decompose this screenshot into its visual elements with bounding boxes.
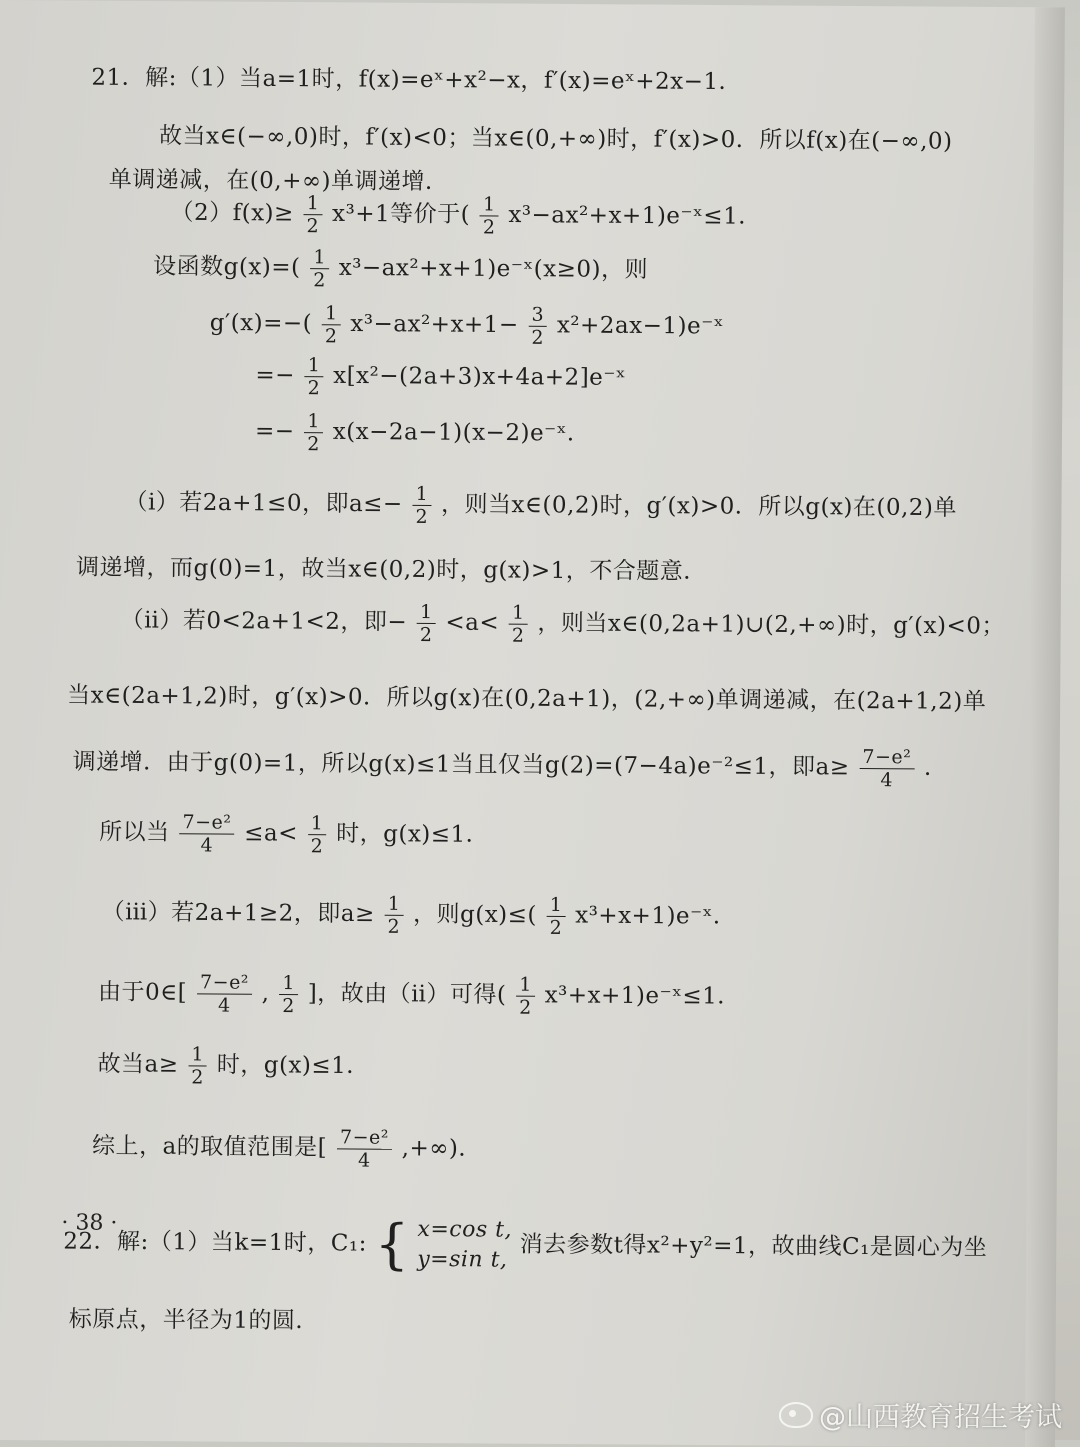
case-iii-conclusion: 故当a≥ $\frac{1}{2}$ 时，g(x)≤1． bbox=[97, 1043, 370, 1089]
case-ii-line: （ⅱ）若0<2a+1<2，即− $\frac{1}{2}$ <a< $\frac{1}{2}$ ，则当x∈(0,2a+1)∪(2,+∞)时，g′(x)<0； bbox=[120, 600, 1005, 647]
fraction-half: $\frac{1}{2}$ bbox=[304, 410, 323, 455]
g-prime-line-3: =− $\frac{1}{2}$ x(x−2a−1)(x−2)e⁻ˣ． bbox=[254, 410, 591, 456]
case-ii-monotonic-line: 当x∈(2a+1,2)时，g′(x)>0．所以g(x)在(0,2a+1)，(2,+∞)单调递减，在(2a+1,2)单 bbox=[67, 682, 987, 715]
fraction-e: $\frac{\text{7−e²}}{4}$ bbox=[859, 746, 914, 791]
case-i-conclusion: 调递增，而g(0)=1，故当x∈(0,2)时，g(x)>1，不合题意． bbox=[75, 554, 707, 585]
q22-line: 22．解:（1）当k=1时，C₁: { x=cos t, y=sin t, 消去参数t得x²+y²=1，故曲线C₁是圆心为坐 bbox=[63, 1212, 988, 1276]
fraction-e: $\frac{\text{7−e²}}{4}$ bbox=[337, 1126, 392, 1171]
q22-conclusion: 标原点，半径为1的圆． bbox=[68, 1306, 320, 1335]
fraction-e: $\frac{\text{7−e²}}{4}$ bbox=[197, 971, 252, 1016]
system-brace: { bbox=[374, 1212, 410, 1276]
fraction-half: $\frac{1}{2}$ bbox=[384, 893, 403, 938]
fraction-half: $\frac{1}{2}$ bbox=[547, 894, 566, 939]
q21-monotonic-line: 故当x∈(−∞,0)时，f′(x)<0；当x∈(0,+∞)时，f′(x)>0．所以f(x)在(−∞,0) bbox=[158, 123, 953, 155]
g-prime-line-2: =− $\frac{1}{2}$ x[x²−(2a+3)x+4a+2]e⁻ˣ bbox=[255, 354, 627, 400]
fraction-half: $\frac{1}{2}$ bbox=[308, 812, 327, 857]
q21-part2-line: （2）f(x)≥ $\frac{1}{2}$ x³+1等价于( $\frac{1}{2}$ x³−ax²+x+1)e⁻ˣ≤1． bbox=[170, 192, 762, 239]
fraction-half: $\frac{1}{2}$ bbox=[412, 483, 431, 528]
fraction-half: $\frac{1}{2}$ bbox=[188, 1043, 207, 1088]
page-number: · 38 · bbox=[61, 1210, 118, 1236]
fraction-half: $\frac{1}{2}$ bbox=[417, 601, 436, 646]
fraction-half: $\frac{1}{2}$ bbox=[279, 972, 298, 1017]
fraction-e: $\frac{\text{7−e²}}{4}$ bbox=[179, 811, 234, 856]
fraction-half: $\frac{1}{2}$ bbox=[480, 193, 499, 238]
g-prime-line-1: g′(x)=−( $\frac{1}{2}$ x³−ax²+x+1− $\frac{3}{2}$ x²+2ax−1)e⁻ˣ bbox=[209, 302, 725, 349]
q21-conclusion-line: 单调递减，在(0,+∞)单调递增． bbox=[108, 166, 449, 196]
fraction-half: $\frac{1}{2}$ bbox=[516, 974, 535, 1019]
q21-part1-line: 21．解:（1）当a=1时，f(x)=eˣ+x²−x，f′(x)=eˣ+2x−1． bbox=[91, 64, 743, 96]
weibo-icon bbox=[779, 1402, 813, 1428]
case-iii-reason-line: 由于0∈[ $\frac{\text{7−e²}}{4}$ , $\frac{1}{2}$ ]，故由（ⅱ）可得( $\frac{1}{2}$ x³+x+1)e⁻ˣ≤1． bbox=[97, 971, 741, 1019]
fraction-half: $\frac{1}{2}$ bbox=[322, 302, 341, 347]
fraction-half: $\frac{1}{2}$ bbox=[310, 246, 329, 291]
case-i-line: （ⅰ）若2a+1≤0，即a≤− $\frac{1}{2}$ ，则当x∈(0,2)时，g′(x)>0．所以g(x)在(0,2)单 bbox=[124, 482, 958, 529]
fraction-half: $\frac{1}{2}$ bbox=[304, 192, 323, 237]
parametric-system: x=cos t, y=sin t, bbox=[417, 1216, 513, 1273]
paper-edge bbox=[1025, 7, 1065, 1447]
case-ii-condition-line: 调递增．由于g(0)=1，所以g(x)≤1当且仅当g(2)=(7−4a)e⁻²≤1，即a≥ $\frac{\text{7−e²}}{4}$ ． bbox=[72, 746, 948, 792]
fraction-half: $\frac{1}{2}$ bbox=[509, 602, 528, 647]
summary-line: 综上，a的取值范围是[ $\frac{\text{7−e²}}{4}$ ,+∞)． bbox=[91, 1126, 482, 1172]
watermark: @山西教育招生考试 bbox=[779, 1395, 1062, 1434]
case-ii-conclusion: 所以当 $\frac{\text{7−e²}}{4}$ ≤a< $\frac{1}{2}$ 时，g(x)≤1． bbox=[99, 811, 490, 858]
case-iii-line: （ⅲ）若2a+1≥2，即a≥ $\frac{1}{2}$ ，则g(x)≤( $\frac{1}{2}$ x³+x+1)e⁻ˣ． bbox=[101, 892, 737, 939]
define-g-line: 设函数g(x)=( $\frac{1}{2}$ x³−ax²+x+1)e⁻ˣ(x≥0)，则 bbox=[153, 246, 649, 292]
fraction-three-half: $\frac{3}{2}$ bbox=[528, 304, 547, 349]
fraction-half: $\frac{1}{2}$ bbox=[305, 354, 324, 399]
